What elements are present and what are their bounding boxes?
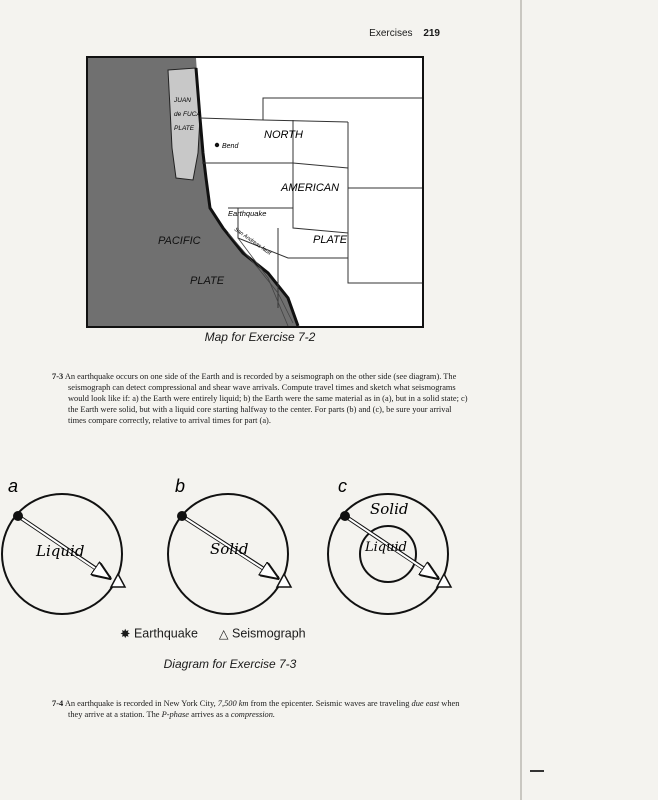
exercise-7-4-text-3: when they arrive at a station. The xyxy=(68,699,460,719)
panel-c xyxy=(328,476,451,614)
panel-a-label: Liquid xyxy=(36,542,85,560)
panel-c-letter: c xyxy=(338,476,347,496)
legend-seismograph: Seismograph xyxy=(231,626,306,641)
diagram-figure xyxy=(0,474,460,634)
page-number: 219 xyxy=(423,28,440,39)
diagram-legend xyxy=(120,626,380,641)
panel-b-label: Solid xyxy=(210,540,249,558)
map-label-plate-na: PLATE xyxy=(313,234,348,246)
map-label-earthquake: Earthquake xyxy=(228,209,267,218)
map-svg xyxy=(88,58,422,326)
exercise-7-4-text-4: arrives as a xyxy=(191,710,229,719)
map-caption: Map for Exercise 7-2 xyxy=(204,330,316,344)
legend-earthquake: Earthquake xyxy=(133,626,198,641)
map-label-north: NORTH xyxy=(264,129,303,141)
map-label-pacific: PACIFIC xyxy=(158,235,201,247)
seismograph-triangle-icon: △ xyxy=(218,627,229,642)
map-label-american: AMERICAN xyxy=(281,182,340,194)
exercise-7-3-text: An earthquake occurs on one side of the Earth and is recorded by a seismograph on the other side (see diagram). The seismograph can detect compressional and shear wave arrivals. Compute travel times and sketch what seismograms would look like if: a) the Earth were entirely liquid; b) the Earth were the same material as in (a), but in a solid state; c) the Earth were solid, but with a liquid core starting halfway to the center. For parts (b) and (c), be sure your arrival times compare correctly, relative to arrival times for part (a). xyxy=(64,372,468,425)
map-label-plate-small: PLATE xyxy=(174,125,195,132)
panel-a xyxy=(2,476,125,614)
bend-dot xyxy=(215,143,219,147)
panel-b xyxy=(168,476,291,614)
panel-c-outer-label: Solid xyxy=(370,500,409,518)
exercise-7-4 xyxy=(52,698,468,720)
map-label-juan: JUAN xyxy=(174,97,191,104)
map-label-san-andreas: San Andreas fault xyxy=(232,226,272,257)
map-figure xyxy=(86,56,424,328)
exercise-7-3-number: 7-3 xyxy=(52,372,64,381)
page-edge xyxy=(520,0,522,800)
panel-c-inner-label: Liquid xyxy=(365,540,407,555)
exercise-7-3 xyxy=(52,371,468,426)
diagram-caption: Diagram for Exercise 7-3 xyxy=(163,657,297,671)
map-label-plate-pac: PLATE xyxy=(190,275,225,287)
exercise-7-4-compression: compression. xyxy=(230,710,276,719)
header-title: Exercises xyxy=(369,28,413,39)
map-label-de-fuca: de FUCA xyxy=(174,111,201,118)
exercise-7-4-text-1: An earthquake is recorded in New York City, xyxy=(64,699,216,708)
panel-b-letter: b xyxy=(175,476,186,496)
panel-c-seismograph-icon xyxy=(437,574,451,587)
exercise-7-4-number: 7-4 xyxy=(52,699,64,708)
panel-a-seismograph-icon xyxy=(111,574,125,587)
page-header xyxy=(340,28,440,39)
panel-b-seismograph-icon xyxy=(277,574,291,587)
exercise-7-4-p-phase: P-phase xyxy=(161,710,190,719)
diagram-svg xyxy=(0,474,460,634)
panel-a-earthquake-icon xyxy=(13,511,23,521)
panel-b-earthquake-icon xyxy=(177,511,187,521)
panel-c-earthquake-icon xyxy=(340,511,350,521)
exercise-7-4-text-2: from the epicenter. Seismic waves are traveling xyxy=(250,699,410,708)
exercise-7-4-distance: 7,500 km xyxy=(217,699,249,708)
margin-mark xyxy=(530,770,544,772)
map-label-bend: Bend xyxy=(222,143,239,150)
earthquake-burst-icon: ✸ xyxy=(120,627,131,642)
panel-a-letter: a xyxy=(8,476,19,496)
exercise-7-4-due-east: due east xyxy=(411,699,440,708)
